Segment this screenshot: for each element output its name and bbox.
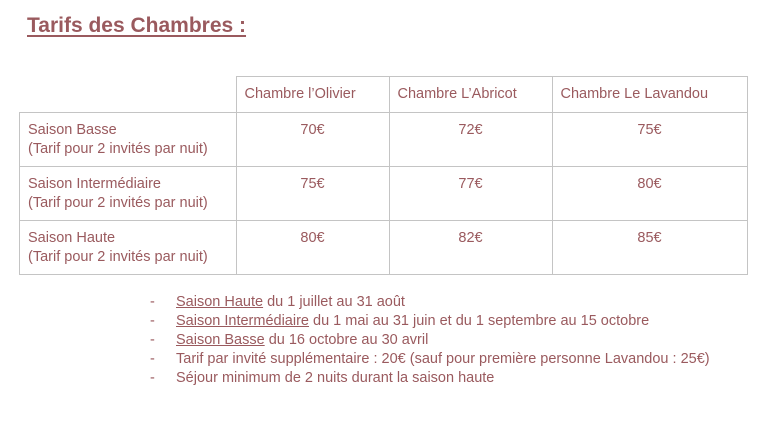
season-note: (Tarif pour 2 invités par nuit) — [28, 249, 208, 265]
season-term: Saison Basse — [176, 332, 265, 348]
price-cell: 80€ — [552, 167, 747, 221]
list-item — [150, 369, 730, 388]
note-text: du 1 mai au 31 juin et du 1 septembre au 15 octobre — [309, 313, 650, 329]
price-cell: 80€ — [236, 221, 389, 275]
season-term: Saison Haute — [176, 294, 264, 310]
list-dash: - — [150, 370, 155, 386]
price-cell: 70€ — [236, 113, 389, 167]
rates-table — [19, 76, 748, 275]
season-term: Saison Intermédiaire — [176, 313, 309, 329]
table-header-row — [20, 77, 748, 113]
table-row — [20, 167, 748, 221]
price-cell: 75€ — [552, 113, 747, 167]
list-item — [150, 293, 730, 312]
table-row — [20, 221, 748, 275]
list-dash: - — [150, 351, 155, 367]
column-header-olivier: Chambre l’Olivier — [236, 77, 389, 113]
season-label: Saison Haute — [28, 230, 116, 246]
table-corner-cell — [20, 77, 237, 113]
note-text: Séjour minimum de 2 nuits durant la saison haute — [176, 370, 495, 386]
list-item — [150, 331, 730, 350]
column-header-lavandou: Chambre Le Lavandou — [552, 77, 747, 113]
price-cell: 77€ — [389, 167, 552, 221]
season-cell — [20, 221, 237, 275]
list-item — [150, 350, 730, 369]
season-note: (Tarif pour 2 invités par nuit) — [28, 141, 208, 157]
list-dash: - — [150, 294, 155, 310]
season-note: (Tarif pour 2 invités par nuit) — [28, 195, 208, 211]
price-cell: 75€ — [236, 167, 389, 221]
note-text: du 16 octobre au 30 avril — [264, 332, 429, 348]
season-cell — [20, 113, 237, 167]
table-row — [20, 113, 748, 167]
price-cell: 85€ — [552, 221, 747, 275]
price-cell: 72€ — [389, 113, 552, 167]
season-label: Saison Intermédiaire — [28, 176, 161, 192]
season-label: Saison Basse — [28, 122, 117, 138]
page-title: Tarifs des Chambres : — [27, 14, 247, 37]
list-item — [150, 312, 730, 331]
column-header-abricot: Chambre L’Abricot — [389, 77, 552, 113]
list-dash: - — [150, 332, 155, 348]
note-text: Tarif par invité supplémentaire : 20€ (sauf pour première personne Lavandou : 25€) — [176, 351, 710, 367]
price-cell: 82€ — [389, 221, 552, 275]
season-cell — [20, 167, 237, 221]
list-dash: - — [150, 313, 155, 329]
season-notes-list — [150, 293, 730, 388]
note-text: du 1 juillet au 31 août — [263, 294, 405, 310]
